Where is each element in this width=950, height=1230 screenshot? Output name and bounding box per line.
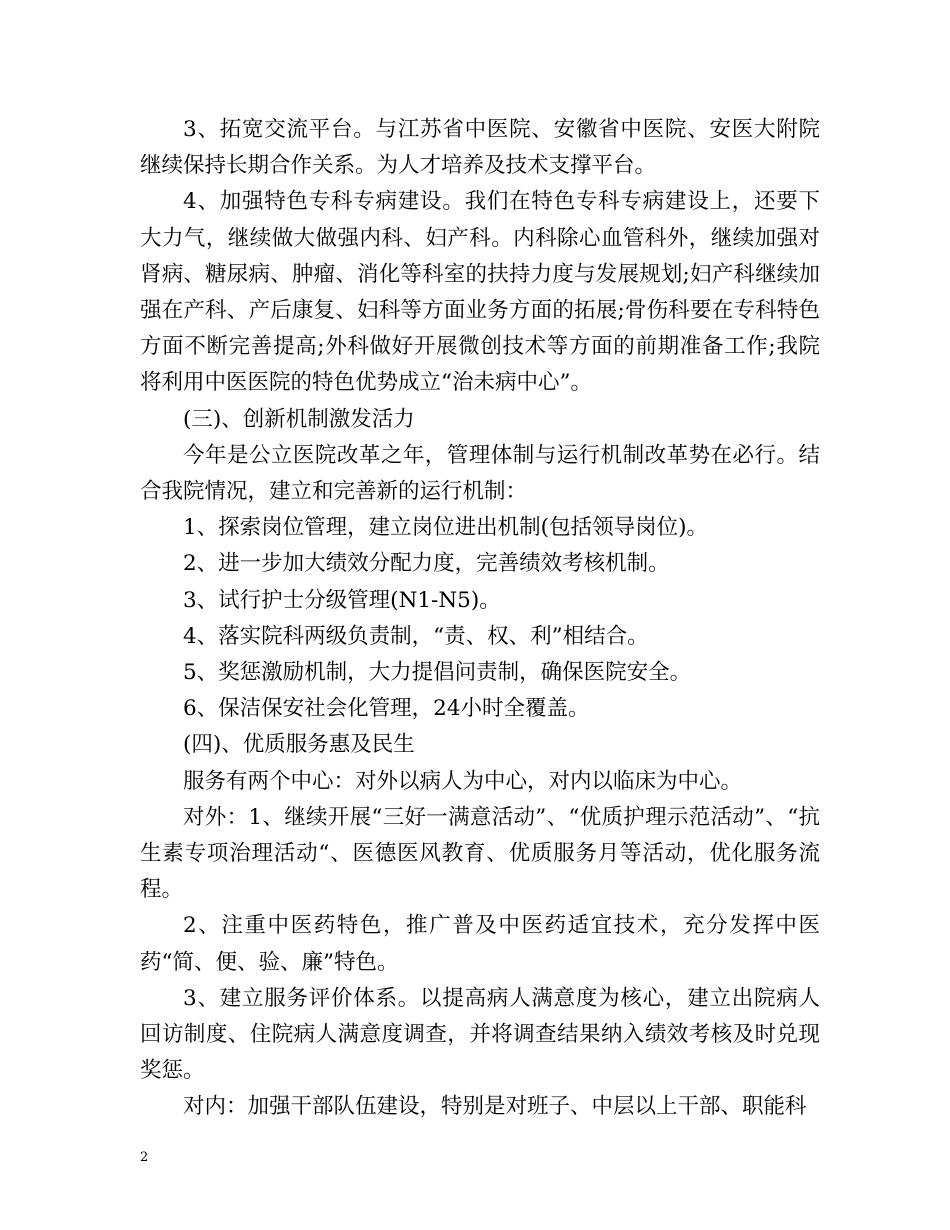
paragraph: 对外：1、继续开展“三好一满意活动”、“优质护理示范活动”、“抗生素专项治理活动“、医德医风教育、优质服务月等活动，优化服务流程。 — [140, 804, 820, 903]
list-item: 1、探索岗位管理，建立岗位进出机制(包括领导岗位)。 — [183, 515, 708, 541]
list-item: 3、试行护士分级管理(N1-N5)。 — [183, 587, 501, 613]
paragraph: 3、拓宽交流平台。与江苏省中医院、安徽省中医院、安医大附院继续保持长期合作关系。为人才培养及技术支撑平台。 — [140, 117, 820, 179]
paragraph: 对内：加强干部队伍建设，特别是对班子、中层以上干部、职能科 — [183, 1094, 807, 1120]
paragraph: 4、加强特色专科专病建设。我们在特色专科专病建设上，还要下大力气，继续做大做强内科、妇产科。内科除心血管科外，继续加强对肾病、糖尿病、肿瘤、消化等科室的扶持力度与发展规划;妇产科继续加强在产科、产后康复、妇科等方面业务方面的拓展;骨伤科要在专科特色方面不断完善提高;外科做好开展微创技术等方面的前期准备工作;我院将利用中医医院的特色优势成立“治未病中心”。 — [140, 189, 820, 396]
list-item: 2、进一步加大绩效分配力度，完善绩效考核机制。 — [183, 551, 670, 577]
list-item: 5、奖惩激励机制，大力提倡问责制，确保医院安全。 — [183, 660, 692, 686]
section-heading: (四)、优质服务惠及民生 — [183, 732, 415, 758]
section-heading: (三)、创新机制激发活力 — [183, 406, 415, 432]
list-item: 4、落实院科两级负责制，“责、权、利”相结合。 — [183, 623, 649, 649]
paragraph: 服务有两个中心：对外以病人为中心，对内以临床为中心。 — [183, 768, 743, 794]
list-item: 6、保洁保安社会化管理，24小时全覆盖。 — [183, 696, 590, 722]
paragraph: 今年是公立医院改革之年，管理体制与运行机制改革势在必行。结合我院情况，建立和完善新的运行机制： — [140, 442, 820, 505]
document-body — [140, 112, 820, 1126]
paragraph: 3、建立服务评价体系。以提高病人满意度为核心，建立出院病人回访制度、住院病人满意度调查，并将调查结果纳入绩效考核及时兑现奖惩。 — [140, 985, 820, 1084]
page-number: 2 — [140, 1150, 149, 1165]
paragraph: 2、注重中医药特色，推广普及中医药适宜技术，充分发挥中医药“简、便、验、廉”特色。 — [140, 913, 820, 975]
